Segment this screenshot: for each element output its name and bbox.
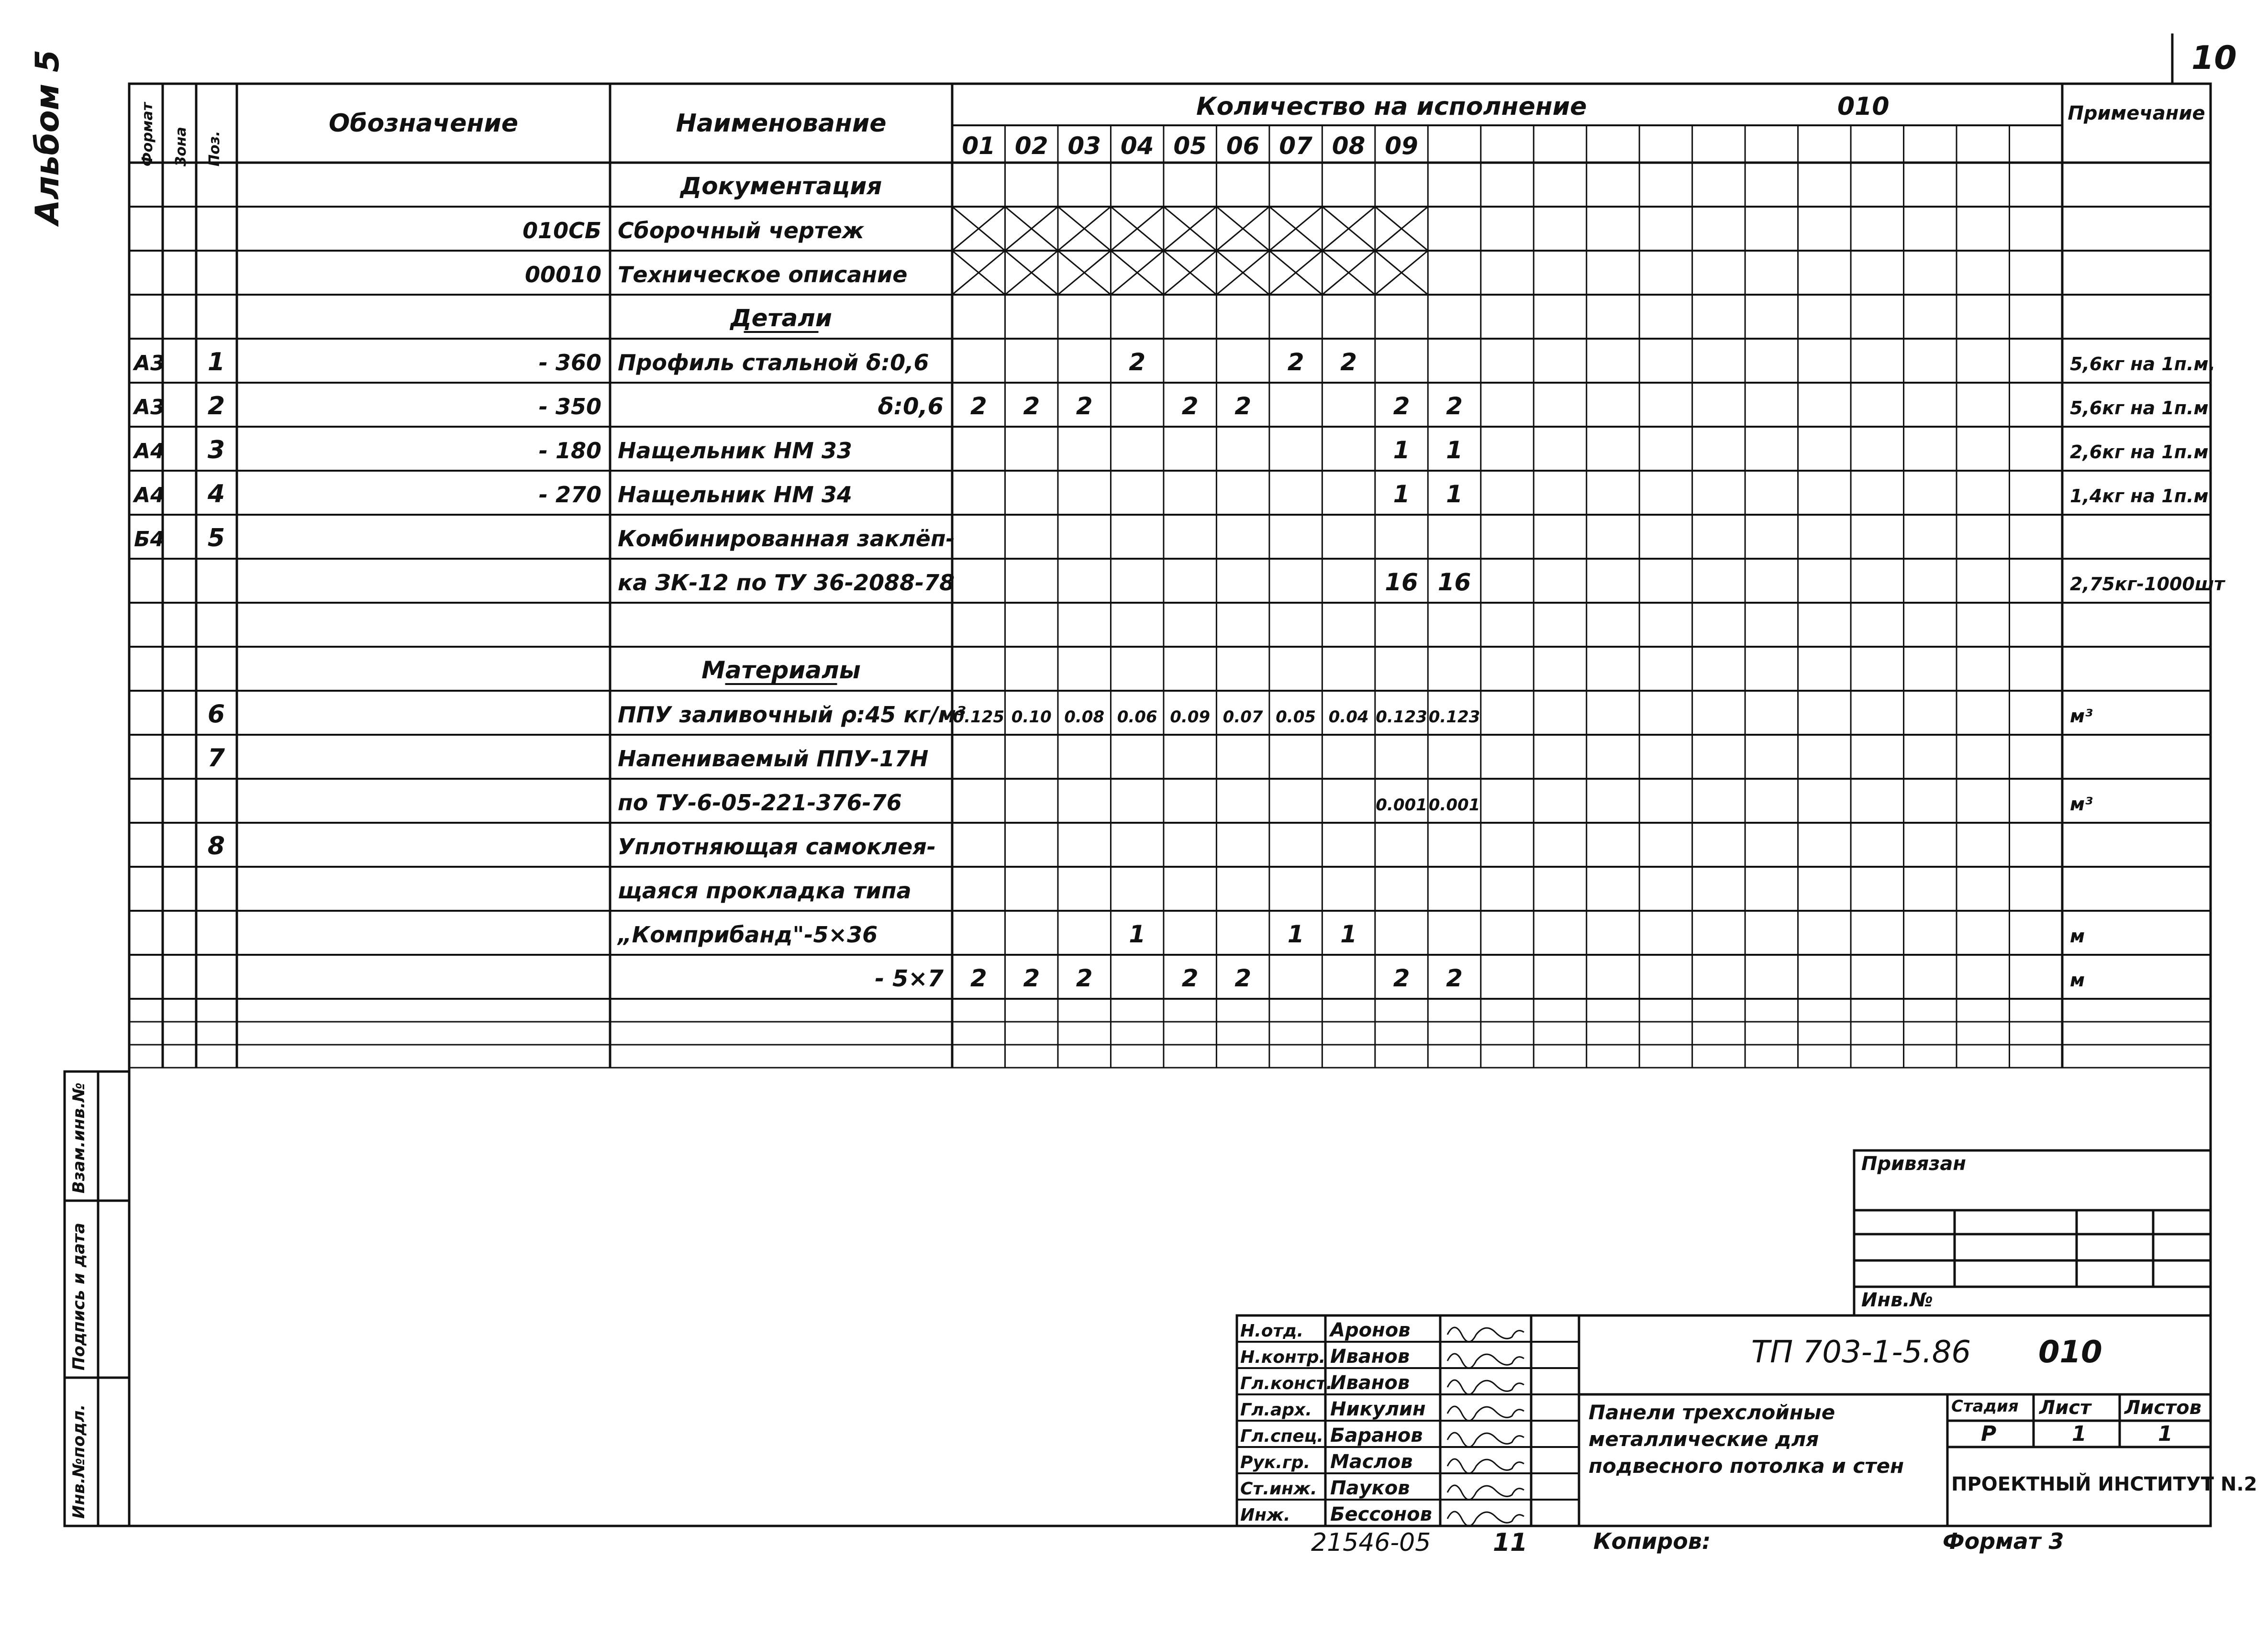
handwritten-signature <box>1447 1459 1524 1473</box>
signature-name: Аронов <box>1330 1319 1411 1341</box>
qty-cell: 1 <box>1340 920 1357 948</box>
qty-cell: 2 <box>970 964 987 992</box>
qty-cell: 2 <box>1023 392 1040 420</box>
cross-mark <box>1322 207 1375 251</box>
row-pos: 7 <box>207 744 225 773</box>
variant-col-01: 01 <box>962 132 996 160</box>
header-zone: Зона <box>173 127 189 166</box>
cross-mark <box>1375 207 1428 251</box>
cross-mark <box>1005 207 1057 251</box>
spec-table-grid <box>129 84 2211 1068</box>
qty-cell: 1 <box>1287 920 1304 948</box>
row-note: м³ <box>2070 794 2093 815</box>
cross-mark <box>1375 251 1428 295</box>
row-designation: 00010 <box>524 262 601 287</box>
row-format: А4 <box>134 439 165 464</box>
row-note: 5,6кг на 1п.м <box>2070 398 2209 419</box>
handwritten-signature <box>1447 1485 1524 1500</box>
cross-mark <box>1005 251 1057 295</box>
cross-mark <box>1111 207 1163 251</box>
row-pos: 4 <box>207 480 225 508</box>
header-note: Примечание <box>2068 102 2205 124</box>
handwritten-signature <box>1447 1406 1524 1421</box>
row-pos: 8 <box>207 832 225 861</box>
qty-cell: 0.125 <box>953 707 1005 727</box>
doc-title: Панели трехслойные металлические для подвесного потолка и стен <box>1589 1401 1904 1478</box>
variant-col-07: 07 <box>1279 132 1312 160</box>
row-name: „Комприбанд"-5×36 <box>618 922 878 948</box>
signature-role: Гл.арх. <box>1240 1400 1312 1420</box>
row-note: 2,75кг-1000шт <box>2070 574 2225 595</box>
row-name: ка ЗК-12 по ТУ 36-2088-78 <box>618 570 955 596</box>
qty-cell: 2 <box>1129 348 1146 376</box>
qty-cell: 2 <box>1076 964 1093 992</box>
header-variant: 010 <box>1837 92 1890 121</box>
signature-name: Бессонов <box>1330 1503 1432 1525</box>
row-name: Комбинированная заклёп- <box>618 526 955 552</box>
signature-role: Ст.инж. <box>1240 1479 1317 1499</box>
qty-cell: 2 <box>1287 348 1304 376</box>
handwritten-signature <box>1447 1512 1524 1526</box>
signature-name: Никулин <box>1330 1398 1426 1420</box>
variant-col-04: 04 <box>1120 132 1154 160</box>
row-designation: 010СБ <box>523 218 601 243</box>
handwritten-signature <box>1447 1380 1524 1394</box>
cross-mark <box>1269 207 1322 251</box>
qty-cell: 0.123 <box>1376 707 1427 727</box>
doc-code: ТП 703-1-5.86 <box>1751 1335 1971 1370</box>
variant-col-08: 08 <box>1332 132 1366 160</box>
cross-mark <box>1164 251 1216 295</box>
row-name: Техническое описание <box>618 262 908 287</box>
sheet-mark: 11 <box>1493 1528 1528 1557</box>
cross-mark <box>1058 251 1111 295</box>
archive-number: 21546-05 <box>1311 1528 1431 1557</box>
row-note: 2,6кг на 1п.м <box>2070 442 2209 463</box>
qty-cell: 0.05 <box>1276 707 1316 727</box>
row-name: ППУ заливочный ρ:45 кг/м³ <box>618 702 966 728</box>
row-name: Сборочный чертеж <box>618 218 864 243</box>
qty-cell: 16 <box>1437 568 1471 596</box>
row-designation: - 360 <box>538 350 601 376</box>
signature-role: Н.контр. <box>1240 1348 1326 1367</box>
stamp-vzam-inv: Взам.инв.№ <box>69 1083 89 1193</box>
sheets-label: Листов <box>2124 1397 2201 1419</box>
row-note: 5,6кг на 1п.м. <box>2070 354 2215 375</box>
variant-col-05: 05 <box>1173 132 1207 160</box>
cross-mark <box>1058 207 1111 251</box>
qty-cell: 0.123 <box>1428 707 1480 727</box>
privyazan-inv: Инв.№ <box>1861 1289 1933 1311</box>
qty-cell: 1 <box>1393 436 1410 464</box>
spec-table-text <box>133 92 2225 992</box>
qty-cell: 0.08 <box>1064 707 1105 727</box>
qty-cell: 2 <box>1181 964 1199 992</box>
qty-cell: 0.07 <box>1223 707 1263 727</box>
qty-cell: 2 <box>1393 392 1410 420</box>
qty-cell: 0.001 <box>1428 795 1480 815</box>
row-format: А3 <box>134 351 165 376</box>
row-format: А4 <box>134 483 165 508</box>
row-designation: - 350 <box>538 394 601 420</box>
row-note: 1,4кг на 1п.м <box>2070 486 2209 507</box>
row-name: Нащельник НМ 33 <box>618 438 852 464</box>
row-pos: 1 <box>207 348 225 376</box>
row-pos: 6 <box>207 700 225 729</box>
row-note: м <box>2070 926 2085 947</box>
row-pos: 2 <box>207 392 225 420</box>
row-note: м³ <box>2070 706 2093 727</box>
row-name: Нащельник НМ 34 <box>618 482 852 508</box>
signature-name: Иванов <box>1330 1372 1410 1394</box>
sheets-value: 1 <box>2158 1422 2173 1446</box>
variant-col-09: 09 <box>1385 132 1418 160</box>
variant-col-06: 06 <box>1226 132 1260 160</box>
row-name: Профиль стальной δ:0,6 <box>618 350 929 376</box>
qty-cell: 0.10 <box>1011 707 1052 727</box>
signature-role: Гл.конст. <box>1240 1374 1333 1393</box>
organization: ПРОЕКТНЫЙ ИНСТИТУТ N.2 <box>1951 1473 2257 1495</box>
row-name: δ:0,6 <box>878 393 944 420</box>
handwritten-signature <box>1447 1327 1524 1342</box>
signature-role: Н.отд. <box>1240 1321 1304 1341</box>
sheet-value: 1 <box>2072 1422 2087 1446</box>
qty-cell: 2 <box>1234 964 1252 992</box>
row-format: Б4 <box>134 527 165 552</box>
qty-cell: 16 <box>1385 568 1418 596</box>
row-section-title: Детали <box>730 304 832 332</box>
variant-col-03: 03 <box>1067 132 1101 160</box>
signature-name: Маслов <box>1330 1451 1413 1473</box>
stage-label: Стадия <box>1951 1397 2019 1416</box>
cross-mark <box>1111 251 1163 295</box>
header-quantity: Количество на исполнение <box>1196 92 1587 121</box>
handwritten-signature <box>1447 1354 1524 1368</box>
row-section-title: Материалы <box>701 656 861 684</box>
qty-cell: 2 <box>1023 964 1040 992</box>
qty-cell: 0.04 <box>1328 707 1369 727</box>
qty-cell: 2 <box>1181 392 1199 420</box>
cross-mark <box>952 207 1005 251</box>
copied-label: Копиров: <box>1593 1528 1711 1554</box>
stage-value: Р <box>1981 1422 1997 1446</box>
qty-cell: 0.09 <box>1170 707 1211 727</box>
qty-cell: 2 <box>1076 392 1093 420</box>
qty-cell: 2 <box>1446 964 1463 992</box>
qty-cell: 1 <box>1129 920 1146 948</box>
doc-variant: 010 <box>2038 1335 2102 1370</box>
handwritten-signature <box>1447 1433 1524 1447</box>
qty-cell: 2 <box>1446 392 1463 420</box>
sheet-label: Лист <box>2039 1397 2091 1419</box>
row-format: А3 <box>134 395 165 420</box>
cross-mark <box>1216 207 1269 251</box>
row-pos: 3 <box>207 436 225 464</box>
qty-cell: 0.06 <box>1117 707 1157 727</box>
privyazan-label: Привязан <box>1861 1153 1967 1175</box>
cross-mark <box>952 251 1005 295</box>
album-label: Альбом 5 <box>29 49 67 225</box>
row-name: по ТУ-6-05-221-376-76 <box>618 790 902 816</box>
row-designation: - 270 <box>538 482 601 508</box>
qty-cell: 2 <box>1340 348 1357 376</box>
row-name: Напениваемый ППУ-17Н <box>618 746 929 772</box>
row-name: Уплотняющая самоклея- <box>618 834 936 860</box>
signature-name: Баранов <box>1330 1425 1423 1447</box>
variant-col-02: 02 <box>1014 132 1048 160</box>
cross-mark <box>1216 251 1269 295</box>
row-name: щаяся прокладка типа <box>618 878 912 904</box>
format-label: Формат 3 <box>1943 1528 2064 1554</box>
signature-name: Иванов <box>1330 1346 1410 1368</box>
stamp-inv-orig: Инв.№подл. <box>69 1404 89 1519</box>
stamp-sign-date: Подпись и дата <box>69 1223 89 1370</box>
signature-role: Гл.спец. <box>1240 1426 1323 1446</box>
qty-cell: 1 <box>1446 436 1463 464</box>
row-name: - 5×7 <box>875 965 944 992</box>
header-name: Наименование <box>676 109 887 138</box>
qty-cell: 2 <box>970 392 987 420</box>
row-designation: - 180 <box>538 438 601 464</box>
qty-cell: 1 <box>1446 480 1463 508</box>
cross-mark <box>1269 251 1322 295</box>
header-designation: Обозначение <box>328 109 519 138</box>
header-format: Формат <box>139 102 156 166</box>
cross-mark <box>1322 251 1375 295</box>
row-note: м <box>2070 970 2085 991</box>
page-number: 10 <box>2191 39 2237 77</box>
qty-cell: 2 <box>1393 964 1410 992</box>
qty-cell: 1 <box>1393 480 1410 508</box>
header-pos: Поз. <box>206 131 223 166</box>
qty-cell: 0.001 <box>1376 795 1427 815</box>
signature-name: Пауков <box>1330 1477 1410 1499</box>
signature-role: Рук.гр. <box>1240 1453 1311 1472</box>
row-section-title: Документация <box>680 172 882 200</box>
row-pos: 5 <box>207 524 225 552</box>
signature-role: Инж. <box>1240 1505 1290 1525</box>
qty-cell: 2 <box>1234 392 1252 420</box>
cross-mark <box>1164 207 1216 251</box>
